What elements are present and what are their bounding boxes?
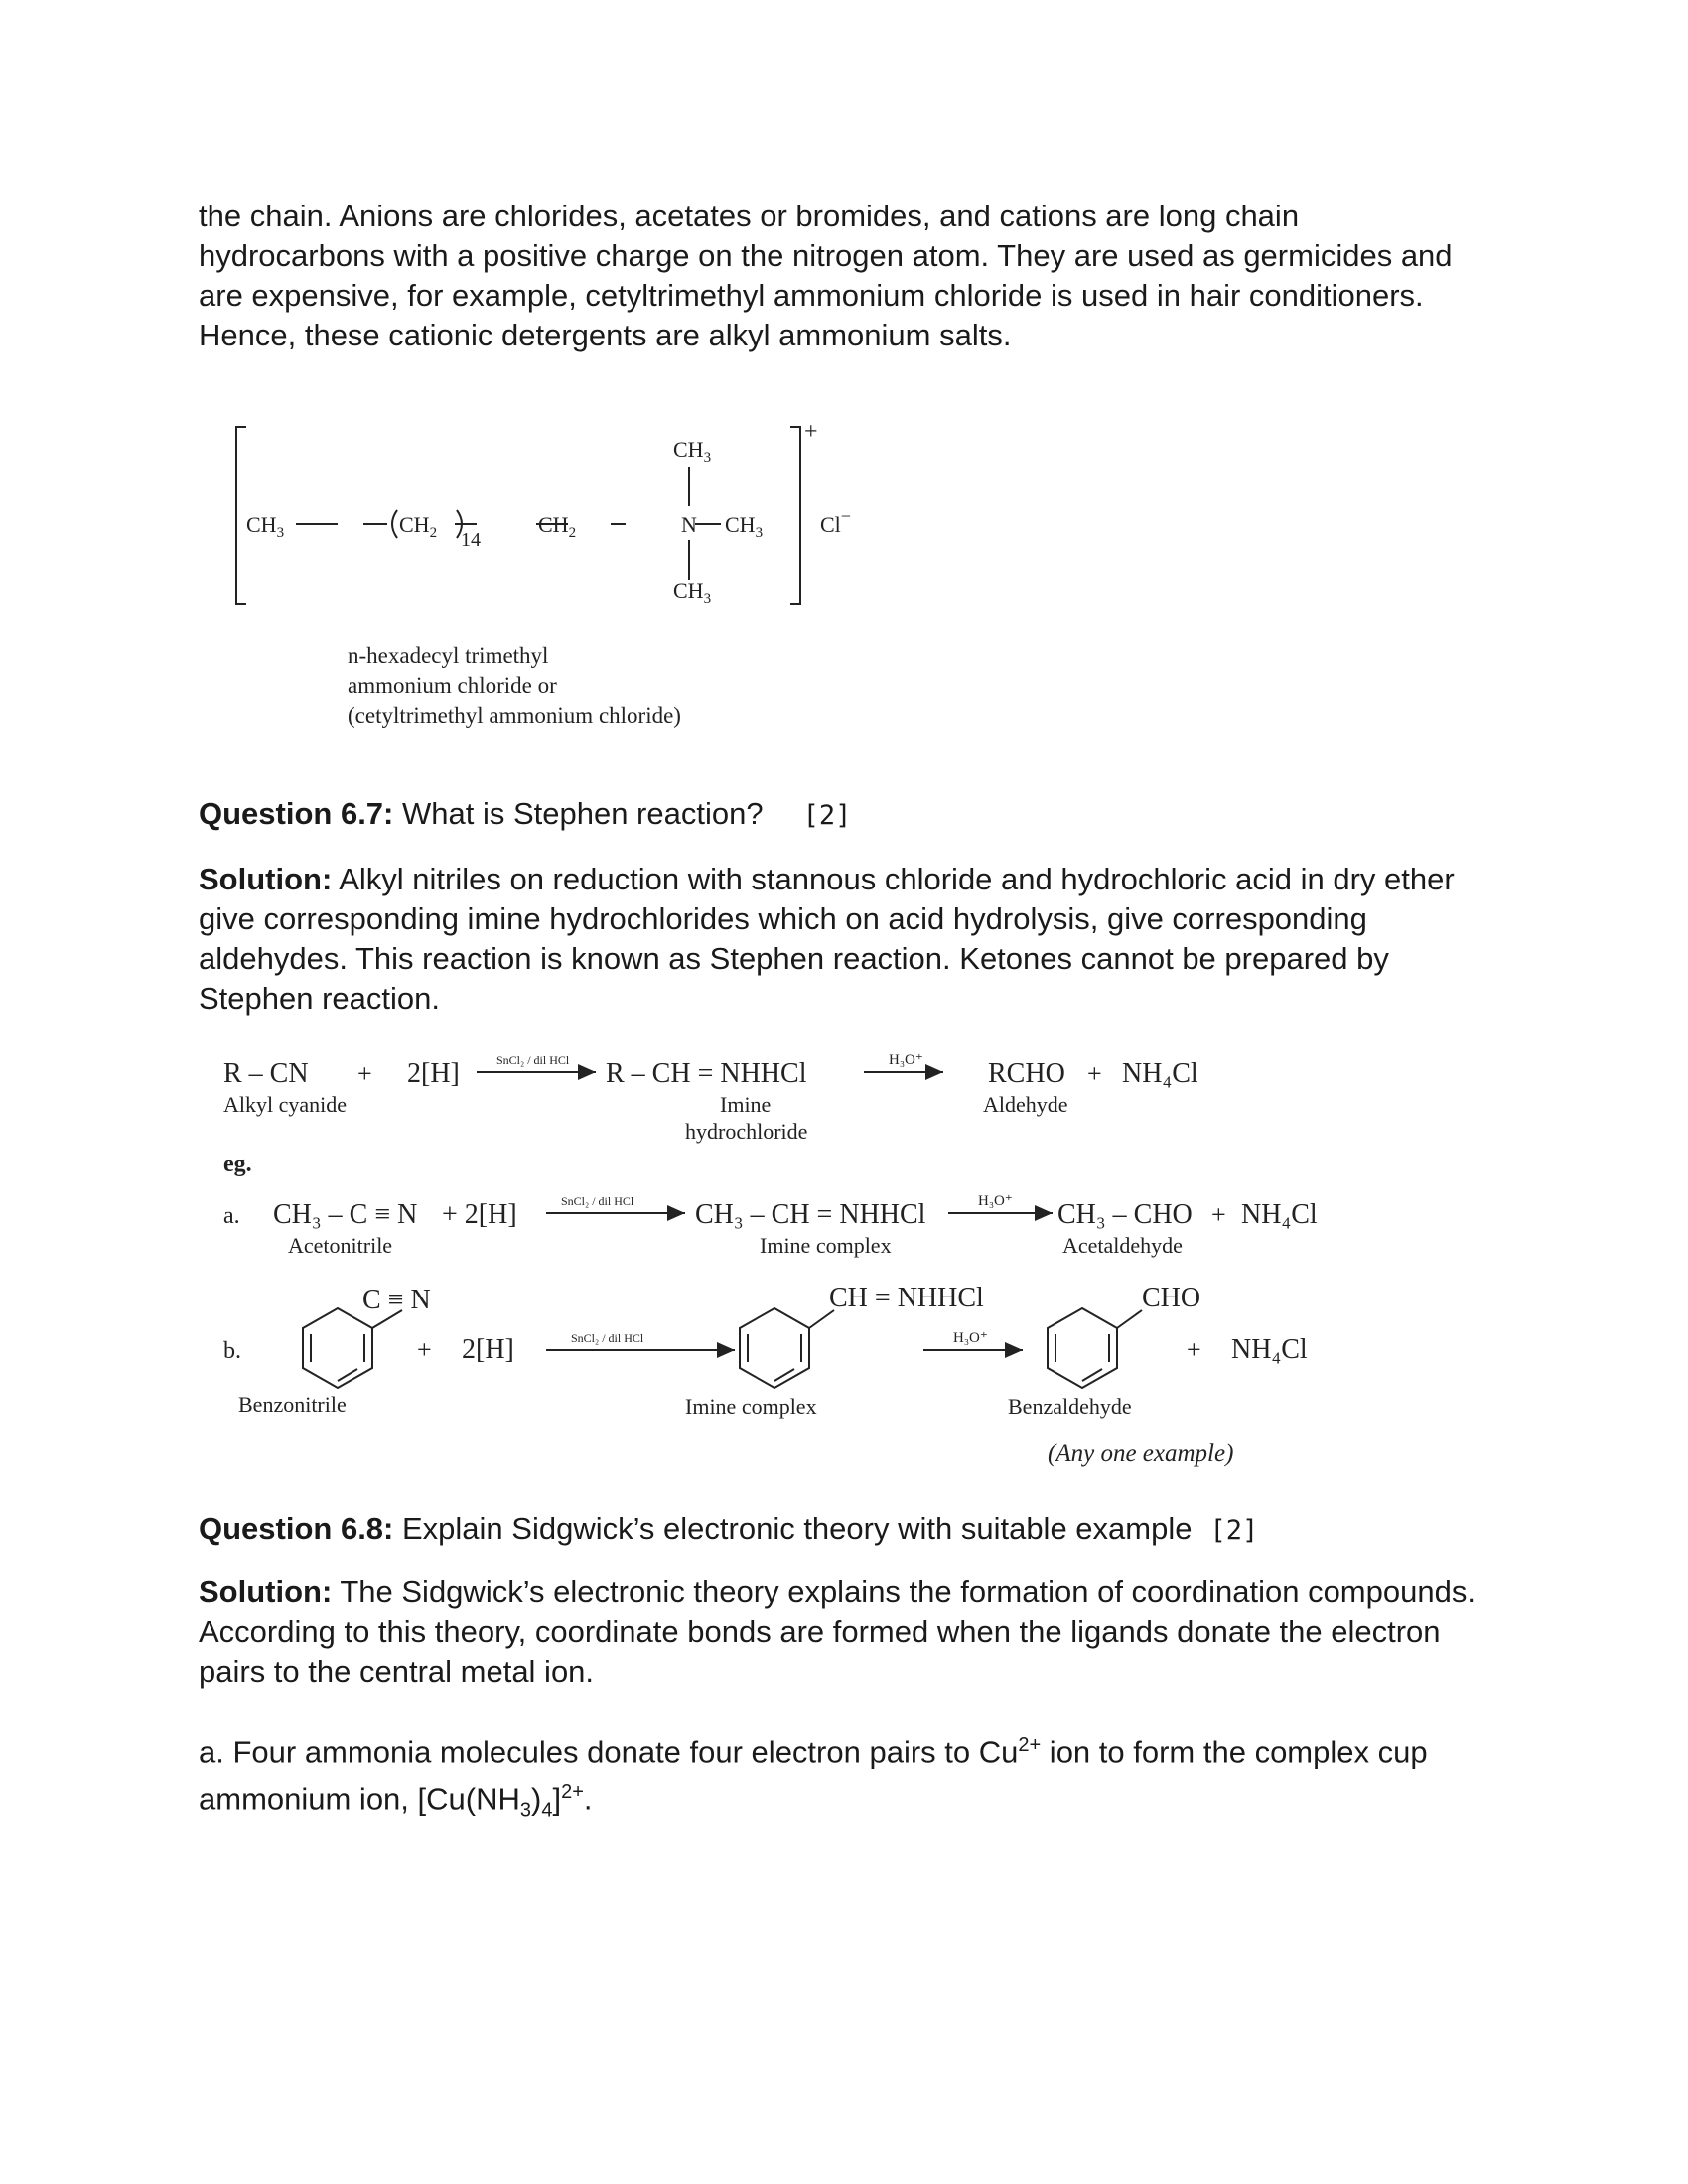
ch3-right: CH bbox=[725, 512, 756, 537]
ch3-top: CH bbox=[673, 437, 704, 462]
solution-6-8-example-a: a. Four ammonia molecules donate four electron pairs to $Cu^{2+}$ ion to form the complex cup ammonium ion, $[Cu(NH_3)_4]^{2+}$. bbox=[199, 1734, 1428, 1822]
solution-6-8 bbox=[199, 1572, 1489, 1692]
acetonitrile-formula: CH₃ – C ≡ N bbox=[273, 1199, 418, 1230]
general-reactant: R – CN bbox=[223, 1058, 309, 1089]
repeat-count: 14 bbox=[461, 529, 481, 551]
general-intermediate: R – CH = NHHCl bbox=[606, 1058, 807, 1089]
right-bracket bbox=[790, 427, 800, 604]
svg-text:+: + bbox=[1187, 1335, 1201, 1364]
nitrogen-atom: N bbox=[681, 512, 697, 537]
svg-text:Imine: Imine bbox=[720, 1092, 772, 1117]
svg-text:H₃O⁺: H₃O⁺ bbox=[978, 1193, 1013, 1209]
svg-text:Imine complex: Imine complex bbox=[760, 1233, 892, 1258]
svg-text:Benzaldehyde: Benzaldehyde bbox=[1008, 1394, 1132, 1419]
example-a-label: a. bbox=[223, 1203, 240, 1229]
svg-text:SnCl₂ / dil HCl: SnCl₂ / dil HCl bbox=[571, 1331, 644, 1345]
svg-text:CH3: $CH_3$ bbox=[725, 512, 764, 541]
svg-text:CH3: $CH_3$ bbox=[246, 512, 285, 541]
svg-text:CH3: $CH_3$ bbox=[673, 437, 712, 466]
svg-text:Cl−: Cl− bbox=[820, 506, 851, 537]
imine-group: CH = NHHCl bbox=[829, 1283, 984, 1313]
solution-label: Solution: bbox=[199, 862, 333, 896]
benzene-ring bbox=[303, 1308, 372, 1388]
acetaldehyde-formula: CH₃ – CHO bbox=[1057, 1199, 1193, 1230]
question-text: Explain Sidgwick’s electronic theory with suitable example bbox=[393, 1511, 1193, 1546]
svg-text:CH2: $CH_2$ bbox=[538, 512, 577, 541]
charge-plus: + bbox=[804, 419, 818, 445]
example-b-label: b. bbox=[223, 1338, 241, 1364]
cetyltrimethyl-ammonium-chloride-structure bbox=[228, 417, 884, 745]
ch2-repeat: CH bbox=[399, 512, 430, 537]
svg-text:hydrochloride: hydrochloride bbox=[685, 1119, 808, 1144]
general-product: RCHO bbox=[988, 1058, 1065, 1089]
aldehyde-group: CHO bbox=[1142, 1283, 1201, 1313]
general-byproduct: NH₄Cl bbox=[1122, 1058, 1198, 1089]
svg-text:+: + bbox=[417, 1335, 432, 1364]
solution-text: The Sidgwick’s electronic theory explains the formation of coordination compounds. According to this theory, coordinate bonds are formed when the ligands donate the electron pairs to the central metal ion. bbox=[199, 1574, 1476, 1689]
marks-badge: [2] bbox=[1209, 1515, 1259, 1546]
svg-text:Acetonitrile: Acetonitrile bbox=[288, 1233, 393, 1258]
svg-text:2[H]: 2[H] bbox=[462, 1334, 514, 1365]
svg-text:Imine complex: Imine complex bbox=[685, 1394, 817, 1419]
stephen-reaction-scheme bbox=[218, 1042, 1350, 1479]
eg-label: eg. bbox=[223, 1152, 252, 1177]
svg-text:+ 2[H]: + 2[H] bbox=[442, 1199, 517, 1230]
svg-text:H₃O⁺: H₃O⁺ bbox=[953, 1330, 988, 1346]
general-hydrogen: 2[H] bbox=[407, 1058, 460, 1089]
structure-caption-line1: n-hexadecyl trimethyl bbox=[348, 643, 549, 668]
benzene-ring bbox=[740, 1308, 809, 1388]
svg-text:Aldehyde: Aldehyde bbox=[983, 1092, 1068, 1117]
svg-text:Acetaldehyde: Acetaldehyde bbox=[1062, 1233, 1183, 1258]
any-one-example-note: (Any one example) bbox=[1048, 1440, 1234, 1467]
svg-text:+: + bbox=[1087, 1059, 1102, 1088]
structure-caption-line3: (cetyltrimethyl ammonium chloride) bbox=[348, 703, 681, 728]
marks-badge: [2] bbox=[802, 800, 852, 831]
general-hydrolysis: H₃O⁺ bbox=[889, 1052, 923, 1068]
svg-text:+: + bbox=[1211, 1200, 1226, 1229]
question-label: Question 6.7: bbox=[199, 796, 394, 831]
svg-text:CH2: $CH_2$ bbox=[399, 512, 438, 541]
general-reagent: SnCl₂ / dil HCl bbox=[496, 1053, 570, 1067]
left-bracket bbox=[236, 427, 246, 604]
chloride-ion: Cl bbox=[820, 512, 841, 537]
svg-text:CH3: $CH_3$ bbox=[673, 578, 712, 607]
svg-text:NH₄Cl: NH₄Cl bbox=[1241, 1199, 1318, 1230]
ch3-bottom: CH bbox=[673, 578, 704, 603]
question-6-7 bbox=[199, 794, 1489, 836]
question-6-8 bbox=[199, 1509, 1489, 1551]
question-text: What is Stephen reaction? bbox=[393, 796, 764, 831]
ch2-link: CH bbox=[538, 512, 569, 537]
svg-text:+: + bbox=[357, 1059, 372, 1088]
solution-text: Alkyl nitriles on reduction with stannous chloride and hydrochloric acid in dry ether give corresponding imine hydrochlorides which on acid hydrolysis, give corresponding aldehydes. This reaction is known as Stephen reaction. Ketones cannot be prepared by Stephen reaction. bbox=[199, 862, 1455, 1016]
intro-paragraph: the chain. Anions are chlorides, acetates or bromides, and cations are long chain hydrocarbons with a positive charge on the nitrogen atom. They are used as germicides and are expensive, for example, cetyltrimethyl ammonium chloride is used in hair conditioners. Hence, these cationic detergents are alkyl ammonium salts. bbox=[199, 199, 1453, 352]
solution-6-7 bbox=[199, 860, 1489, 1019]
svg-text:Benzonitrile: Benzonitrile bbox=[238, 1392, 347, 1417]
alkyl-cyanide-label: Alkyl cyanide bbox=[223, 1092, 348, 1117]
svg-text:SnCl₂ / dil HCl: SnCl₂ / dil HCl bbox=[561, 1194, 634, 1208]
benzene-ring bbox=[1048, 1308, 1117, 1388]
structure-caption-line2: ammonium chloride or bbox=[348, 673, 557, 698]
imine-complex-formula: CH₃ – CH = NHHCl bbox=[695, 1199, 926, 1230]
question-label: Question 6.8: bbox=[199, 1511, 394, 1546]
ch3-left: CH bbox=[246, 512, 277, 537]
svg-text:NH₄Cl: NH₄Cl bbox=[1231, 1334, 1308, 1365]
nitrile-group: C ≡ N bbox=[362, 1285, 431, 1315]
solution-label: Solution: bbox=[199, 1574, 333, 1609]
